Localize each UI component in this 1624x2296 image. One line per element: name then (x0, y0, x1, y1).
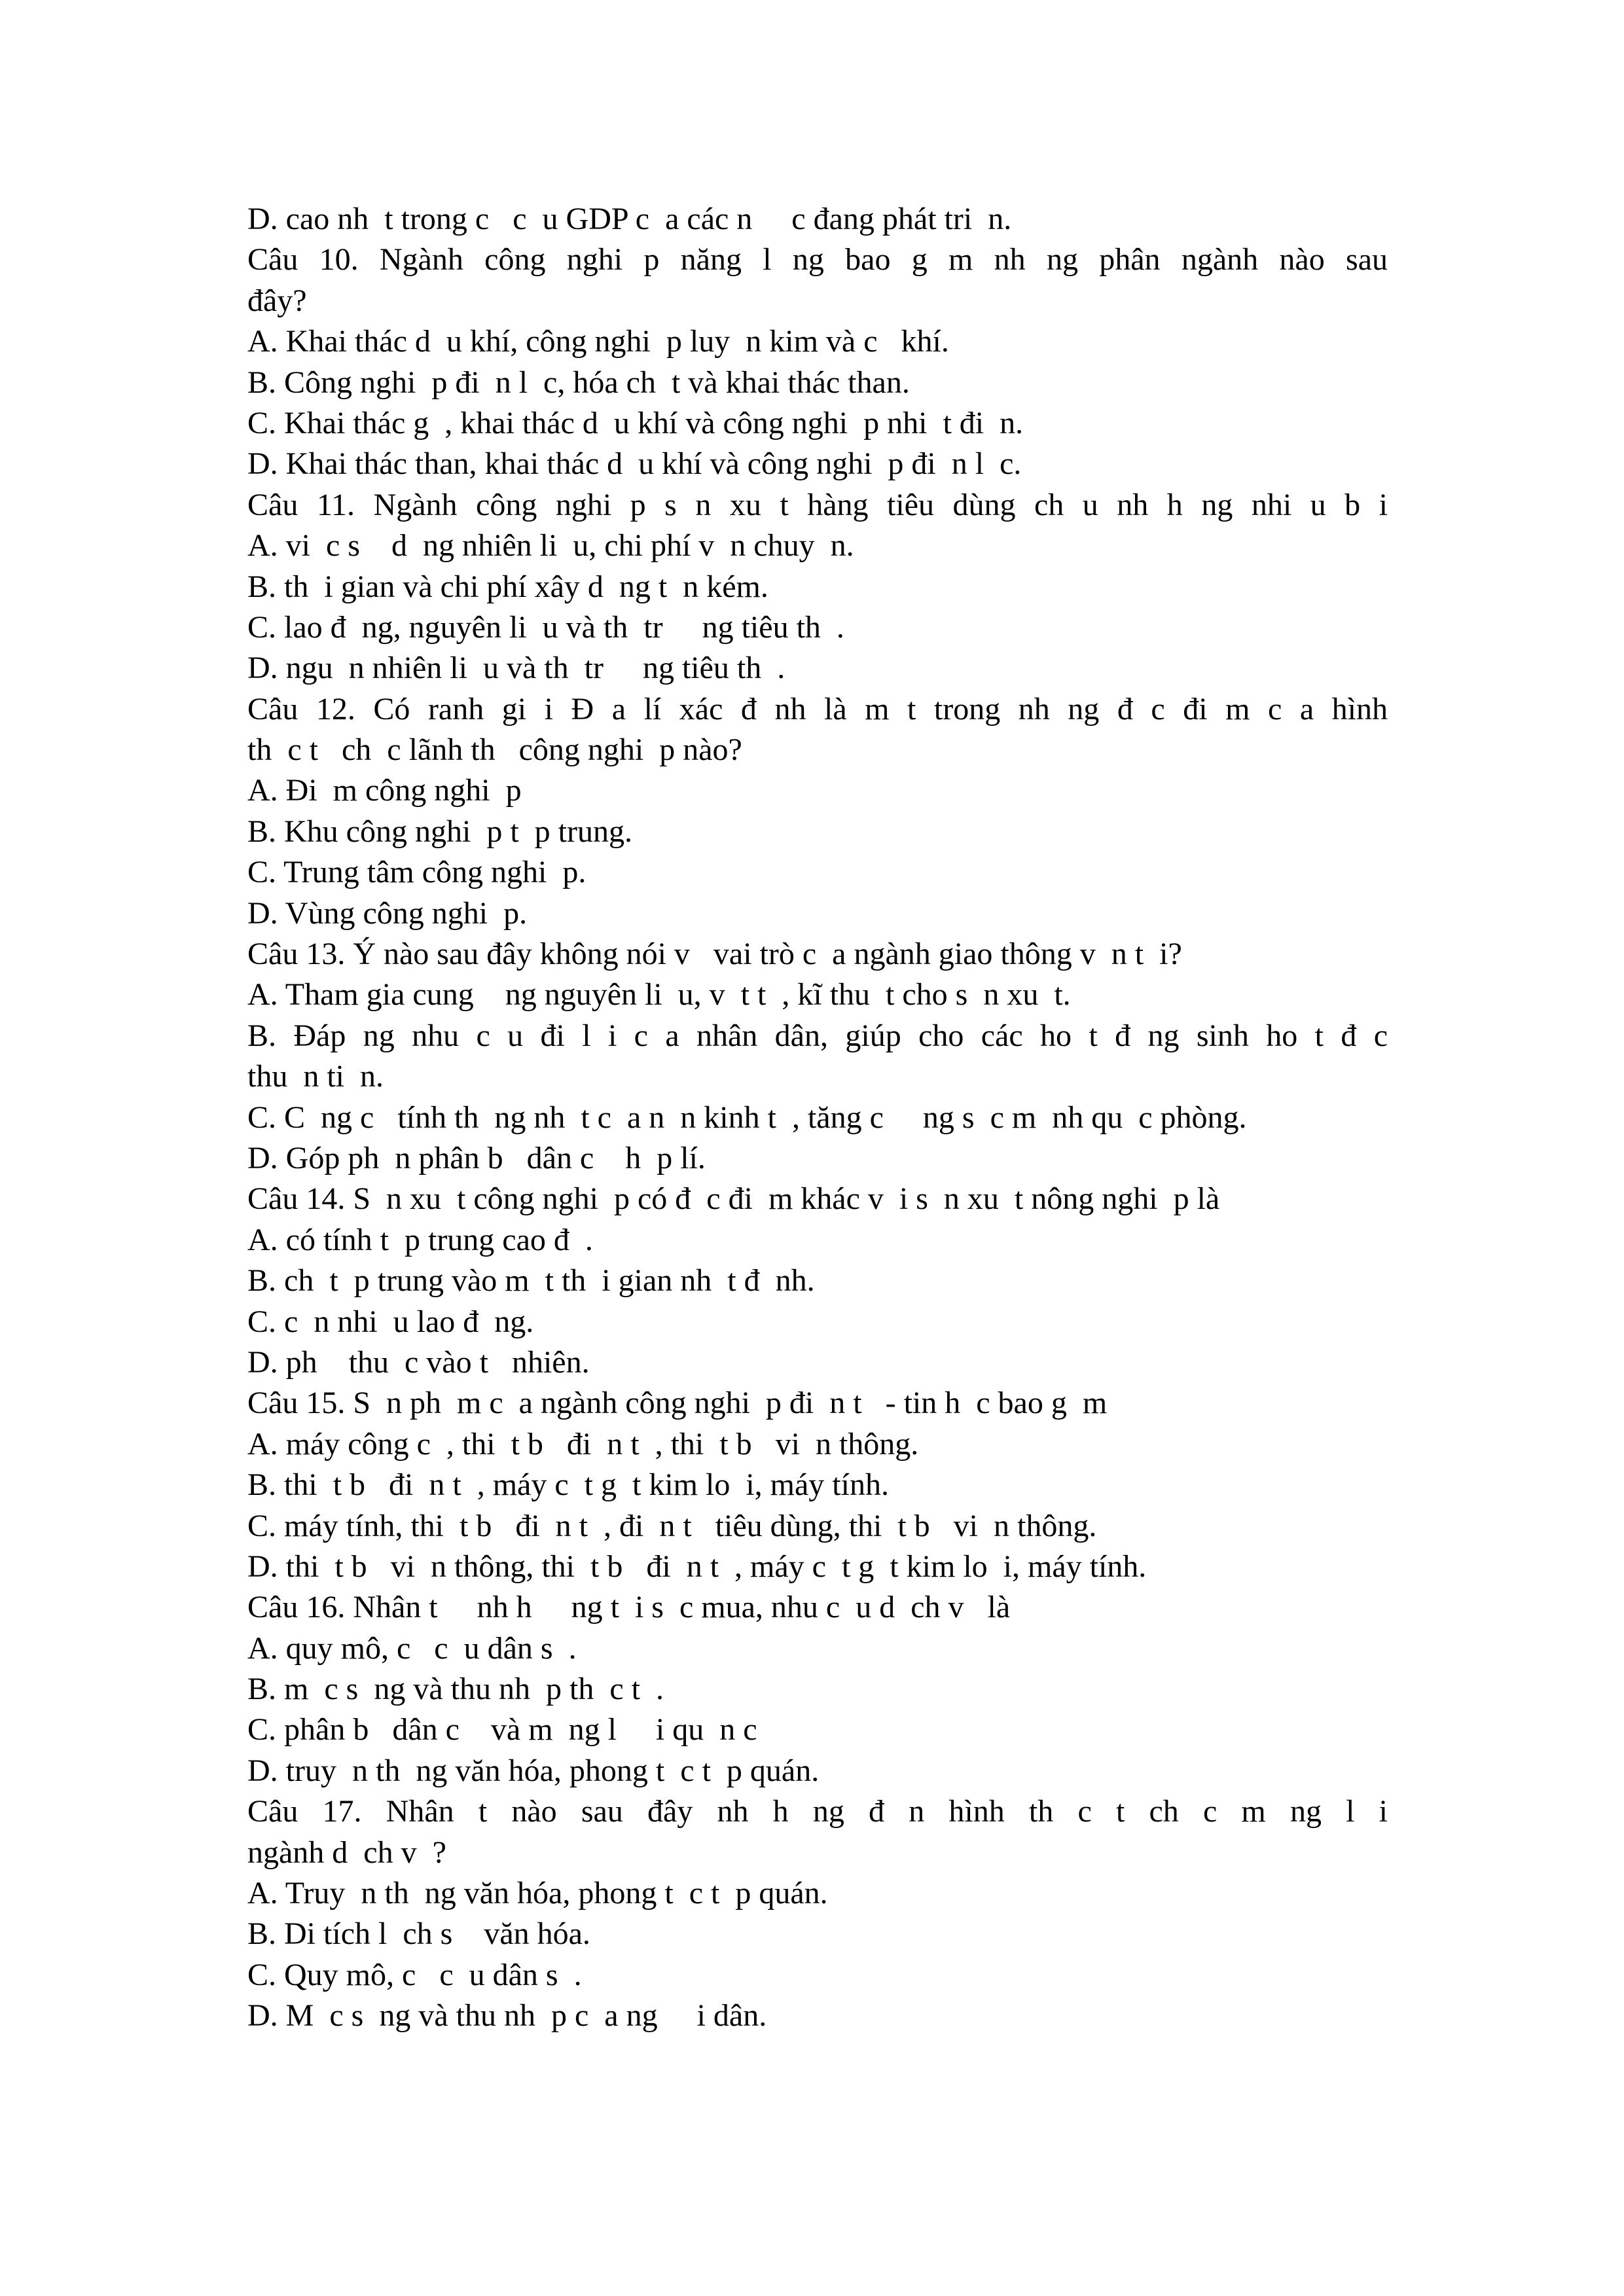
text-line: C. Quy mô, c c u dân s . (247, 1957, 582, 1992)
text-line: đây? (247, 283, 307, 318)
text-line: D. ph thu c vào t nhiên. (247, 1344, 590, 1380)
text-line: Câu 15. S n ph m c a ngành công nghi p đi n t - tin h c bao g m (247, 1386, 1108, 1421)
text-line: C. C ng c tính th ng nh t c a n n kinh t , tăng c ng s c m nh qu c phòng. (247, 1100, 1247, 1135)
text-line: D. Góp ph n phân b dân c h p lí. (247, 1140, 706, 1175)
text-line: ngành d ch v ? (247, 1835, 446, 1870)
text-line: C. Khai thác g , khai thác d u khí và công nghi p nhi t đi n. (247, 405, 1024, 440)
text-line: B. m c s ng và thu nh p th c t . (247, 1672, 664, 1707)
text-line: D. cao nh t trong c c u GDP c a các n c đang phát tri n. (247, 202, 1012, 236)
text-line: C. c n nhi u lao đ ng. (247, 1304, 534, 1339)
text-line: D. Khai thác than, khai thác d u khí và công nghi p đi n l c. (247, 446, 1022, 482)
text-line: C. phân b dân c và m ng l i qu n c (247, 1712, 757, 1748)
text-line: D. thi t b vi n thông, thi t b đi n t , máy c t g t kim lo i, máy tính. (247, 1549, 1147, 1584)
text-line: A. có tính t p trung cao đ . (247, 1222, 593, 1257)
document-body (247, 199, 1388, 2037)
text-line: C. máy tính, thi t b đi n t , đi n t tiêu dùng, thi t b vi n thông. (247, 1508, 1097, 1543)
text-line: B. Công nghi p đi n l c, hóa ch t và khai thác than. (247, 365, 910, 400)
text-line: A. máy công c , thi t b đi n t , thi t b vi n thông. (247, 1426, 919, 1462)
text-line: A. Truy n th ng văn hóa, phong t c t p quán. (247, 1876, 828, 1911)
text-line: B. Đáp ng nhu c u đi l i c a nhân dân, giúp cho các ho t đ ng sinh ho t đ c (247, 1018, 1388, 1053)
text-line: D. Vùng công nghi p. (247, 895, 528, 931)
text-line: thu n ti n. (247, 1059, 384, 1094)
text-line: C. lao đ ng, nguyên li u và th tr ng tiêu th . (247, 609, 844, 645)
text-line: B. thi t b đi n t , máy c t g t kim lo i, máy tính. (247, 1467, 889, 1503)
text-line: B. ch t p trung vào m t th i gian nh t đ nh. (247, 1263, 815, 1299)
text-line: A. Đi m công nghi p (247, 773, 522, 808)
text-line: th c t ch c lãnh th công nghi p nào? (247, 732, 742, 768)
text-line: B. Di tích l ch s văn hóa. (247, 1916, 590, 1952)
text-line: B. th i gian và chi phí xây d ng t n kém. (247, 569, 768, 604)
text-line: Câu 16. Nhân t nh h ng t i s c mua, nhu c u d ch v là (247, 1590, 1011, 1625)
text-line: Câu 11. Ngành công nghi p s n xu t hàng tiêu dùng ch u nh h ng nhi u b i (247, 487, 1388, 522)
text-line: C. Trung tâm công nghi p. (247, 855, 586, 890)
text-line: Câu 10. Ngành công nghi p năng l ng bao g m nh ng phân ngành nào sau (247, 242, 1388, 278)
text-line: A. quy mô, c c u dân s . (247, 1630, 577, 1666)
text-line: A. Khai thác d u khí, công nghi p luy n kim và c khí. (247, 324, 949, 359)
text-line: D. truy n th ng văn hóa, phong t c t p quán. (247, 1753, 820, 1788)
text-line: Câu 17. Nhân t nào sau đây nh h ng đ n hình th c t ch c m ng l i (247, 1794, 1388, 1829)
text-line: Câu 12. Có ranh gi i Đ a lí xác đ nh là m t trong nh ng đ c đi m c a hình (247, 691, 1388, 726)
text-line: A. Tham gia cung ng nguyên li u, v t t , kĩ thu t cho s n xu t. (247, 977, 1071, 1013)
text-line: D. ngu n nhiên li u và th tr ng tiêu th . (247, 651, 785, 686)
text-line: Câu 14. S n xu t công nghi p có đ c đi m khác v i s n xu t nông nghi p là (247, 1181, 1220, 1217)
text-line: A. vi c s d ng nhiên li u, chi phí v n chuy n. (247, 528, 854, 564)
text-line: B. Khu công nghi p t p trung. (247, 814, 632, 849)
text-line: Câu 13. Ý nào sau đây không nói v vai trò c a ngành giao thông v n t i? (247, 937, 1182, 972)
text-line: D. M c s ng và thu nh p c a ng i dân. (247, 1998, 767, 2034)
